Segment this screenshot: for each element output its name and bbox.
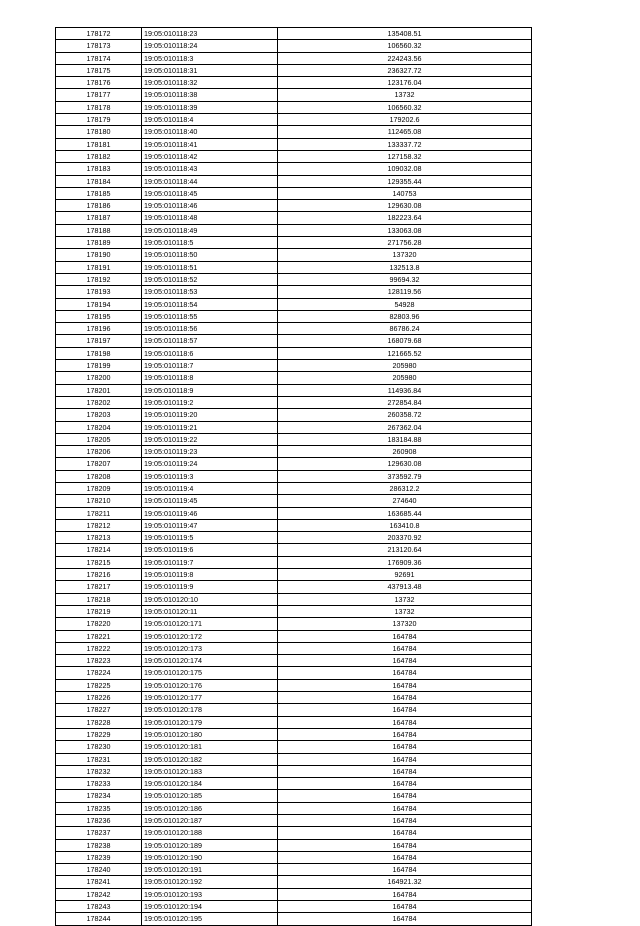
- record-id-cell: 178179: [56, 114, 142, 126]
- table-row: [56, 40, 532, 52]
- value-cell: 373592.79: [278, 470, 532, 482]
- record-id-cell: 178197: [56, 335, 142, 347]
- record-id-cell: 178185: [56, 187, 142, 199]
- cadastral-number-cell: 19:05:010119:20: [142, 409, 278, 421]
- table-row: [56, 200, 532, 212]
- record-id-cell: 178195: [56, 310, 142, 322]
- record-id-cell: 178205: [56, 433, 142, 445]
- value-cell: 164784: [278, 913, 532, 925]
- table-row: [56, 741, 532, 753]
- table-row: [56, 802, 532, 814]
- table-row: [56, 593, 532, 605]
- record-id-cell: 178200: [56, 372, 142, 384]
- record-id-cell: 178219: [56, 605, 142, 617]
- cadastral-number-cell: 19:05:010118:4: [142, 114, 278, 126]
- record-id-cell: 178196: [56, 323, 142, 335]
- value-cell: 274640: [278, 495, 532, 507]
- cadastral-number-cell: 19:05:010120:184: [142, 778, 278, 790]
- value-cell: 164784: [278, 765, 532, 777]
- cadastral-number-cell: 19:05:010119:2: [142, 396, 278, 408]
- cadastral-number-cell: 19:05:010120:182: [142, 753, 278, 765]
- value-cell: 137320: [278, 249, 532, 261]
- cadastral-number-cell: 19:05:010120:193: [142, 888, 278, 900]
- value-cell: 236327.72: [278, 64, 532, 76]
- value-cell: 176909.36: [278, 556, 532, 568]
- value-cell: 260908: [278, 446, 532, 458]
- table-row: [56, 249, 532, 261]
- table-row: [56, 52, 532, 64]
- table-row: [56, 581, 532, 593]
- cadastral-number-cell: 19:05:010118:31: [142, 64, 278, 76]
- table-row: [56, 89, 532, 101]
- record-id-cell: 178223: [56, 655, 142, 667]
- record-id-cell: 178183: [56, 163, 142, 175]
- value-cell: 86786.24: [278, 323, 532, 335]
- value-cell: 133063.08: [278, 224, 532, 236]
- record-id-cell: 178227: [56, 704, 142, 716]
- value-cell: 54928: [278, 298, 532, 310]
- record-id-cell: 178194: [56, 298, 142, 310]
- value-cell: 164784: [278, 888, 532, 900]
- record-id-cell: 178172: [56, 28, 142, 40]
- record-id-cell: 178233: [56, 778, 142, 790]
- record-id-cell: 178178: [56, 101, 142, 113]
- record-id-cell: 178244: [56, 913, 142, 925]
- cadastral-number-cell: 19:05:010119:4: [142, 482, 278, 494]
- record-id-cell: 178206: [56, 446, 142, 458]
- record-id-cell: 178208: [56, 470, 142, 482]
- record-id-cell: 178174: [56, 52, 142, 64]
- record-id-cell: 178207: [56, 458, 142, 470]
- record-id-cell: 178231: [56, 753, 142, 765]
- cadastral-number-cell: 19:05:010118:23: [142, 28, 278, 40]
- cadastral-number-cell: 19:05:010120:178: [142, 704, 278, 716]
- table-row: [56, 692, 532, 704]
- cadastral-number-cell: 19:05:010118:55: [142, 310, 278, 322]
- cadastral-number-cell: 19:05:010118:6: [142, 347, 278, 359]
- value-cell: 106560.32: [278, 101, 532, 113]
- table-row: [56, 150, 532, 162]
- value-cell: 135408.51: [278, 28, 532, 40]
- value-cell: 13732: [278, 89, 532, 101]
- cadastral-number-cell: 19:05:010118:44: [142, 175, 278, 187]
- cadastral-number-cell: 19:05:010118:8: [142, 372, 278, 384]
- record-id-cell: 178182: [56, 150, 142, 162]
- cadastral-number-cell: 19:05:010118:40: [142, 126, 278, 138]
- cadastral-number-cell: 19:05:010120:189: [142, 839, 278, 851]
- table-row: [56, 679, 532, 691]
- table-row: [56, 827, 532, 839]
- value-cell: 129630.08: [278, 458, 532, 470]
- value-cell: 205980: [278, 360, 532, 372]
- record-id-cell: 178238: [56, 839, 142, 851]
- record-id-cell: 178221: [56, 630, 142, 642]
- cadastral-number-cell: 19:05:010119:21: [142, 421, 278, 433]
- table-row: [56, 519, 532, 531]
- record-id-cell: 178230: [56, 741, 142, 753]
- cadastral-number-cell: 19:05:010118:38: [142, 89, 278, 101]
- table-row: [56, 175, 532, 187]
- record-id-cell: 178214: [56, 544, 142, 556]
- record-id-cell: 178241: [56, 876, 142, 888]
- table-row: [56, 360, 532, 372]
- cadastral-number-cell: 19:05:010120:194: [142, 901, 278, 913]
- record-id-cell: 178203: [56, 409, 142, 421]
- cadastral-number-cell: 19:05:010119:5: [142, 532, 278, 544]
- cadastral-number-cell: 19:05:010120:186: [142, 802, 278, 814]
- value-cell: 114936.84: [278, 384, 532, 396]
- value-cell: 164784: [278, 864, 532, 876]
- value-cell: 213120.64: [278, 544, 532, 556]
- cadastral-number-cell: 19:05:010118:57: [142, 335, 278, 347]
- table-row: [56, 851, 532, 863]
- table-row: [56, 224, 532, 236]
- cadastral-number-cell: 19:05:010118:52: [142, 273, 278, 285]
- value-cell: 164784: [278, 753, 532, 765]
- value-cell: 164784: [278, 655, 532, 667]
- value-cell: 183184.88: [278, 433, 532, 445]
- table-row: [56, 446, 532, 458]
- record-id-cell: 178217: [56, 581, 142, 593]
- table-row: [56, 913, 532, 925]
- table-row: [56, 335, 532, 347]
- record-id-cell: 178184: [56, 175, 142, 187]
- record-id-cell: 178237: [56, 827, 142, 839]
- record-id-cell: 178228: [56, 716, 142, 728]
- value-cell: 164784: [278, 790, 532, 802]
- value-cell: 205980: [278, 372, 532, 384]
- table-row: [56, 101, 532, 113]
- cadastral-number-cell: 19:05:010118:43: [142, 163, 278, 175]
- table-row: [56, 569, 532, 581]
- table-row: [56, 458, 532, 470]
- record-id-cell: 178211: [56, 507, 142, 519]
- value-cell: 13732: [278, 605, 532, 617]
- table-row: [56, 396, 532, 408]
- record-id-cell: 178218: [56, 593, 142, 605]
- cadastral-number-cell: 19:05:010118:49: [142, 224, 278, 236]
- cadastral-number-cell: 19:05:010120:187: [142, 815, 278, 827]
- value-cell: 129355.44: [278, 175, 532, 187]
- table-row: [56, 728, 532, 740]
- record-id-cell: 178232: [56, 765, 142, 777]
- cadastral-number-cell: 19:05:010120:188: [142, 827, 278, 839]
- value-cell: 82803.96: [278, 310, 532, 322]
- table-row: [56, 655, 532, 667]
- table-row: [56, 507, 532, 519]
- record-id-cell: 178198: [56, 347, 142, 359]
- cadastral-number-cell: 19:05:010120:181: [142, 741, 278, 753]
- record-id-cell: 178240: [56, 864, 142, 876]
- cadastral-number-cell: 19:05:010118:46: [142, 200, 278, 212]
- cadastral-number-cell: 19:05:010120:176: [142, 679, 278, 691]
- table-row: [56, 495, 532, 507]
- table-row: [56, 323, 532, 335]
- table-row: [56, 667, 532, 679]
- value-cell: 271756.28: [278, 237, 532, 249]
- value-cell: 168079.68: [278, 335, 532, 347]
- value-cell: 164784: [278, 630, 532, 642]
- table-row: [56, 618, 532, 630]
- table-row: [56, 114, 532, 126]
- record-id-cell: 178190: [56, 249, 142, 261]
- record-id-cell: 178201: [56, 384, 142, 396]
- record-id-cell: 178235: [56, 802, 142, 814]
- value-cell: 164784: [278, 778, 532, 790]
- record-id-cell: 178220: [56, 618, 142, 630]
- cadastral-number-cell: 19:05:010120:177: [142, 692, 278, 704]
- record-id-cell: 178210: [56, 495, 142, 507]
- table-row: [56, 433, 532, 445]
- value-cell: 224243.56: [278, 52, 532, 64]
- value-cell: 164784: [278, 901, 532, 913]
- cadastral-number-cell: 19:05:010119:24: [142, 458, 278, 470]
- record-id-cell: 178215: [56, 556, 142, 568]
- record-id-cell: 178176: [56, 77, 142, 89]
- cadastral-number-cell: 19:05:010119:9: [142, 581, 278, 593]
- cadastral-number-cell: 19:05:010120:172: [142, 630, 278, 642]
- record-id-cell: 178180: [56, 126, 142, 138]
- value-cell: 203370.92: [278, 532, 532, 544]
- cadastral-number-cell: 19:05:010120:11: [142, 605, 278, 617]
- value-cell: 163410.8: [278, 519, 532, 531]
- value-cell: 164784: [278, 851, 532, 863]
- table-row: [56, 286, 532, 298]
- value-cell: 127158.32: [278, 150, 532, 162]
- cadastral-number-cell: 19:05:010119:3: [142, 470, 278, 482]
- table-row: [56, 347, 532, 359]
- record-id-cell: 178236: [56, 815, 142, 827]
- record-id-cell: 178225: [56, 679, 142, 691]
- record-id-cell: 178202: [56, 396, 142, 408]
- record-id-cell: 178193: [56, 286, 142, 298]
- value-cell: 164784: [278, 704, 532, 716]
- table-row: [56, 839, 532, 851]
- cadastral-number-cell: 19:05:010119:45: [142, 495, 278, 507]
- value-cell: 164784: [278, 815, 532, 827]
- record-id-cell: 178192: [56, 273, 142, 285]
- table-row: [56, 605, 532, 617]
- value-cell: 260358.72: [278, 409, 532, 421]
- record-id-cell: 178234: [56, 790, 142, 802]
- cadastral-number-cell: 19:05:010118:50: [142, 249, 278, 261]
- value-cell: 123176.04: [278, 77, 532, 89]
- cadastral-number-cell: 19:05:010120:175: [142, 667, 278, 679]
- value-cell: 164784: [278, 741, 532, 753]
- table-row: [56, 77, 532, 89]
- cadastral-number-cell: 19:05:010120:192: [142, 876, 278, 888]
- cadastral-number-cell: 19:05:010119:8: [142, 569, 278, 581]
- record-id-cell: 178188: [56, 224, 142, 236]
- value-cell: 286312.2: [278, 482, 532, 494]
- cadastral-number-cell: 19:05:010120:183: [142, 765, 278, 777]
- cadastral-number-cell: 19:05:010119:22: [142, 433, 278, 445]
- value-cell: 164784: [278, 802, 532, 814]
- table-row: [56, 790, 532, 802]
- record-id-cell: 178212: [56, 519, 142, 531]
- cadastral-number-cell: 19:05:010119:23: [142, 446, 278, 458]
- table-row: [56, 384, 532, 396]
- record-id-cell: 178204: [56, 421, 142, 433]
- table-row: [56, 642, 532, 654]
- table-row: [56, 187, 532, 199]
- record-id-cell: 178186: [56, 200, 142, 212]
- cadastral-number-cell: 19:05:010120:179: [142, 716, 278, 728]
- cadastral-number-cell: 19:05:010120:173: [142, 642, 278, 654]
- table-row: [56, 126, 532, 138]
- value-cell: 121665.52: [278, 347, 532, 359]
- value-cell: 164784: [278, 728, 532, 740]
- cadastral-number-cell: 19:05:010120:191: [142, 864, 278, 876]
- record-id-cell: 178243: [56, 901, 142, 913]
- record-id-cell: 178229: [56, 728, 142, 740]
- value-cell: 182223.64: [278, 212, 532, 224]
- cadastral-number-cell: 19:05:010118:45: [142, 187, 278, 199]
- cadastral-number-cell: 19:05:010118:53: [142, 286, 278, 298]
- cadastral-number-cell: 19:05:010118:48: [142, 212, 278, 224]
- value-cell: 272854.84: [278, 396, 532, 408]
- table-row: [56, 901, 532, 913]
- record-id-cell: 178242: [56, 888, 142, 900]
- table-row: [56, 138, 532, 150]
- value-cell: 164784: [278, 716, 532, 728]
- record-id-cell: 178199: [56, 360, 142, 372]
- cadastral-number-cell: 19:05:010118:42: [142, 150, 278, 162]
- table-row: [56, 64, 532, 76]
- value-cell: 128119.56: [278, 286, 532, 298]
- value-cell: 164784: [278, 827, 532, 839]
- table-row: [56, 372, 532, 384]
- cadastral-number-cell: 19:05:010118:39: [142, 101, 278, 113]
- record-id-cell: 178177: [56, 89, 142, 101]
- table-row: [56, 778, 532, 790]
- record-id-cell: 178173: [56, 40, 142, 52]
- table-row: [56, 864, 532, 876]
- value-cell: 112465.08: [278, 126, 532, 138]
- table-row: [56, 544, 532, 556]
- table-row: [56, 704, 532, 716]
- cadastral-number-cell: 19:05:010118:54: [142, 298, 278, 310]
- table-row: [56, 765, 532, 777]
- cadastral-number-cell: 19:05:010118:56: [142, 323, 278, 335]
- cadastral-number-cell: 19:05:010118:51: [142, 261, 278, 273]
- cadastral-number-cell: 19:05:010118:3: [142, 52, 278, 64]
- value-cell: 109032.08: [278, 163, 532, 175]
- value-cell: 133337.72: [278, 138, 532, 150]
- value-cell: 13732: [278, 593, 532, 605]
- record-id-cell: 178191: [56, 261, 142, 273]
- value-cell: 164784: [278, 642, 532, 654]
- cadastral-number-cell: 19:05:010120:180: [142, 728, 278, 740]
- value-cell: 129630.08: [278, 200, 532, 212]
- value-cell: 99694.32: [278, 273, 532, 285]
- record-id-cell: 178222: [56, 642, 142, 654]
- table-row: [56, 556, 532, 568]
- table-row: [56, 532, 532, 544]
- value-cell: 164784: [278, 692, 532, 704]
- cadastral-number-cell: 19:05:010119:47: [142, 519, 278, 531]
- value-cell: 267362.04: [278, 421, 532, 433]
- table-row: [56, 421, 532, 433]
- table-row: [56, 716, 532, 728]
- value-cell: 92691: [278, 569, 532, 581]
- cadastral-number-cell: 19:05:010120:190: [142, 851, 278, 863]
- value-cell: 163685.44: [278, 507, 532, 519]
- table-row: [56, 482, 532, 494]
- record-id-cell: 178209: [56, 482, 142, 494]
- cadastral-number-cell: 19:05:010120:174: [142, 655, 278, 667]
- cadastral-number-cell: 19:05:010118:5: [142, 237, 278, 249]
- table-row: [56, 212, 532, 224]
- table-row: [56, 237, 532, 249]
- value-cell: 140753: [278, 187, 532, 199]
- cadastral-number-cell: 19:05:010120:171: [142, 618, 278, 630]
- cadastral-number-cell: 19:05:010118:41: [142, 138, 278, 150]
- table-row: [56, 298, 532, 310]
- table-row: [56, 163, 532, 175]
- value-cell: 164784: [278, 679, 532, 691]
- table-row: [56, 876, 532, 888]
- value-cell: 106560.32: [278, 40, 532, 52]
- cadastral-number-cell: 19:05:010118:32: [142, 77, 278, 89]
- value-cell: 164784: [278, 839, 532, 851]
- table-row: [56, 310, 532, 322]
- cadastral-number-cell: 19:05:010118:9: [142, 384, 278, 396]
- value-cell: 179202.6: [278, 114, 532, 126]
- table-row: [56, 409, 532, 421]
- value-cell: 137320: [278, 618, 532, 630]
- record-id-cell: 178213: [56, 532, 142, 544]
- table-row: [56, 630, 532, 642]
- value-cell: 164784: [278, 667, 532, 679]
- table-row: [56, 28, 532, 40]
- value-cell: 132513.8: [278, 261, 532, 273]
- table-row: [56, 273, 532, 285]
- cadastral-number-cell: 19:05:010119:6: [142, 544, 278, 556]
- table-row: [56, 815, 532, 827]
- record-id-cell: 178239: [56, 851, 142, 863]
- record-id-cell: 178226: [56, 692, 142, 704]
- cadastral-number-cell: 19:05:010118:24: [142, 40, 278, 52]
- record-id-cell: 178216: [56, 569, 142, 581]
- table-body: [56, 28, 532, 926]
- cadastral-number-cell: 19:05:010120:10: [142, 593, 278, 605]
- record-id-cell: 178189: [56, 237, 142, 249]
- record-id-cell: 178175: [56, 64, 142, 76]
- table-row: [56, 261, 532, 273]
- value-cell: 164921.32: [278, 876, 532, 888]
- table-row: [56, 888, 532, 900]
- value-cell: 437913.48: [278, 581, 532, 593]
- cadastral-number-cell: 19:05:010119:46: [142, 507, 278, 519]
- record-id-cell: 178187: [56, 212, 142, 224]
- record-id-cell: 178181: [56, 138, 142, 150]
- cadastral-number-cell: 19:05:010120:185: [142, 790, 278, 802]
- cadastral-number-cell: 19:05:010118:7: [142, 360, 278, 372]
- cadastral-number-cell: 19:05:010119:7: [142, 556, 278, 568]
- cadastral-number-cell: 19:05:010120:195: [142, 913, 278, 925]
- data-table: [55, 27, 532, 926]
- table-row: [56, 753, 532, 765]
- table-row: [56, 470, 532, 482]
- record-id-cell: 178224: [56, 667, 142, 679]
